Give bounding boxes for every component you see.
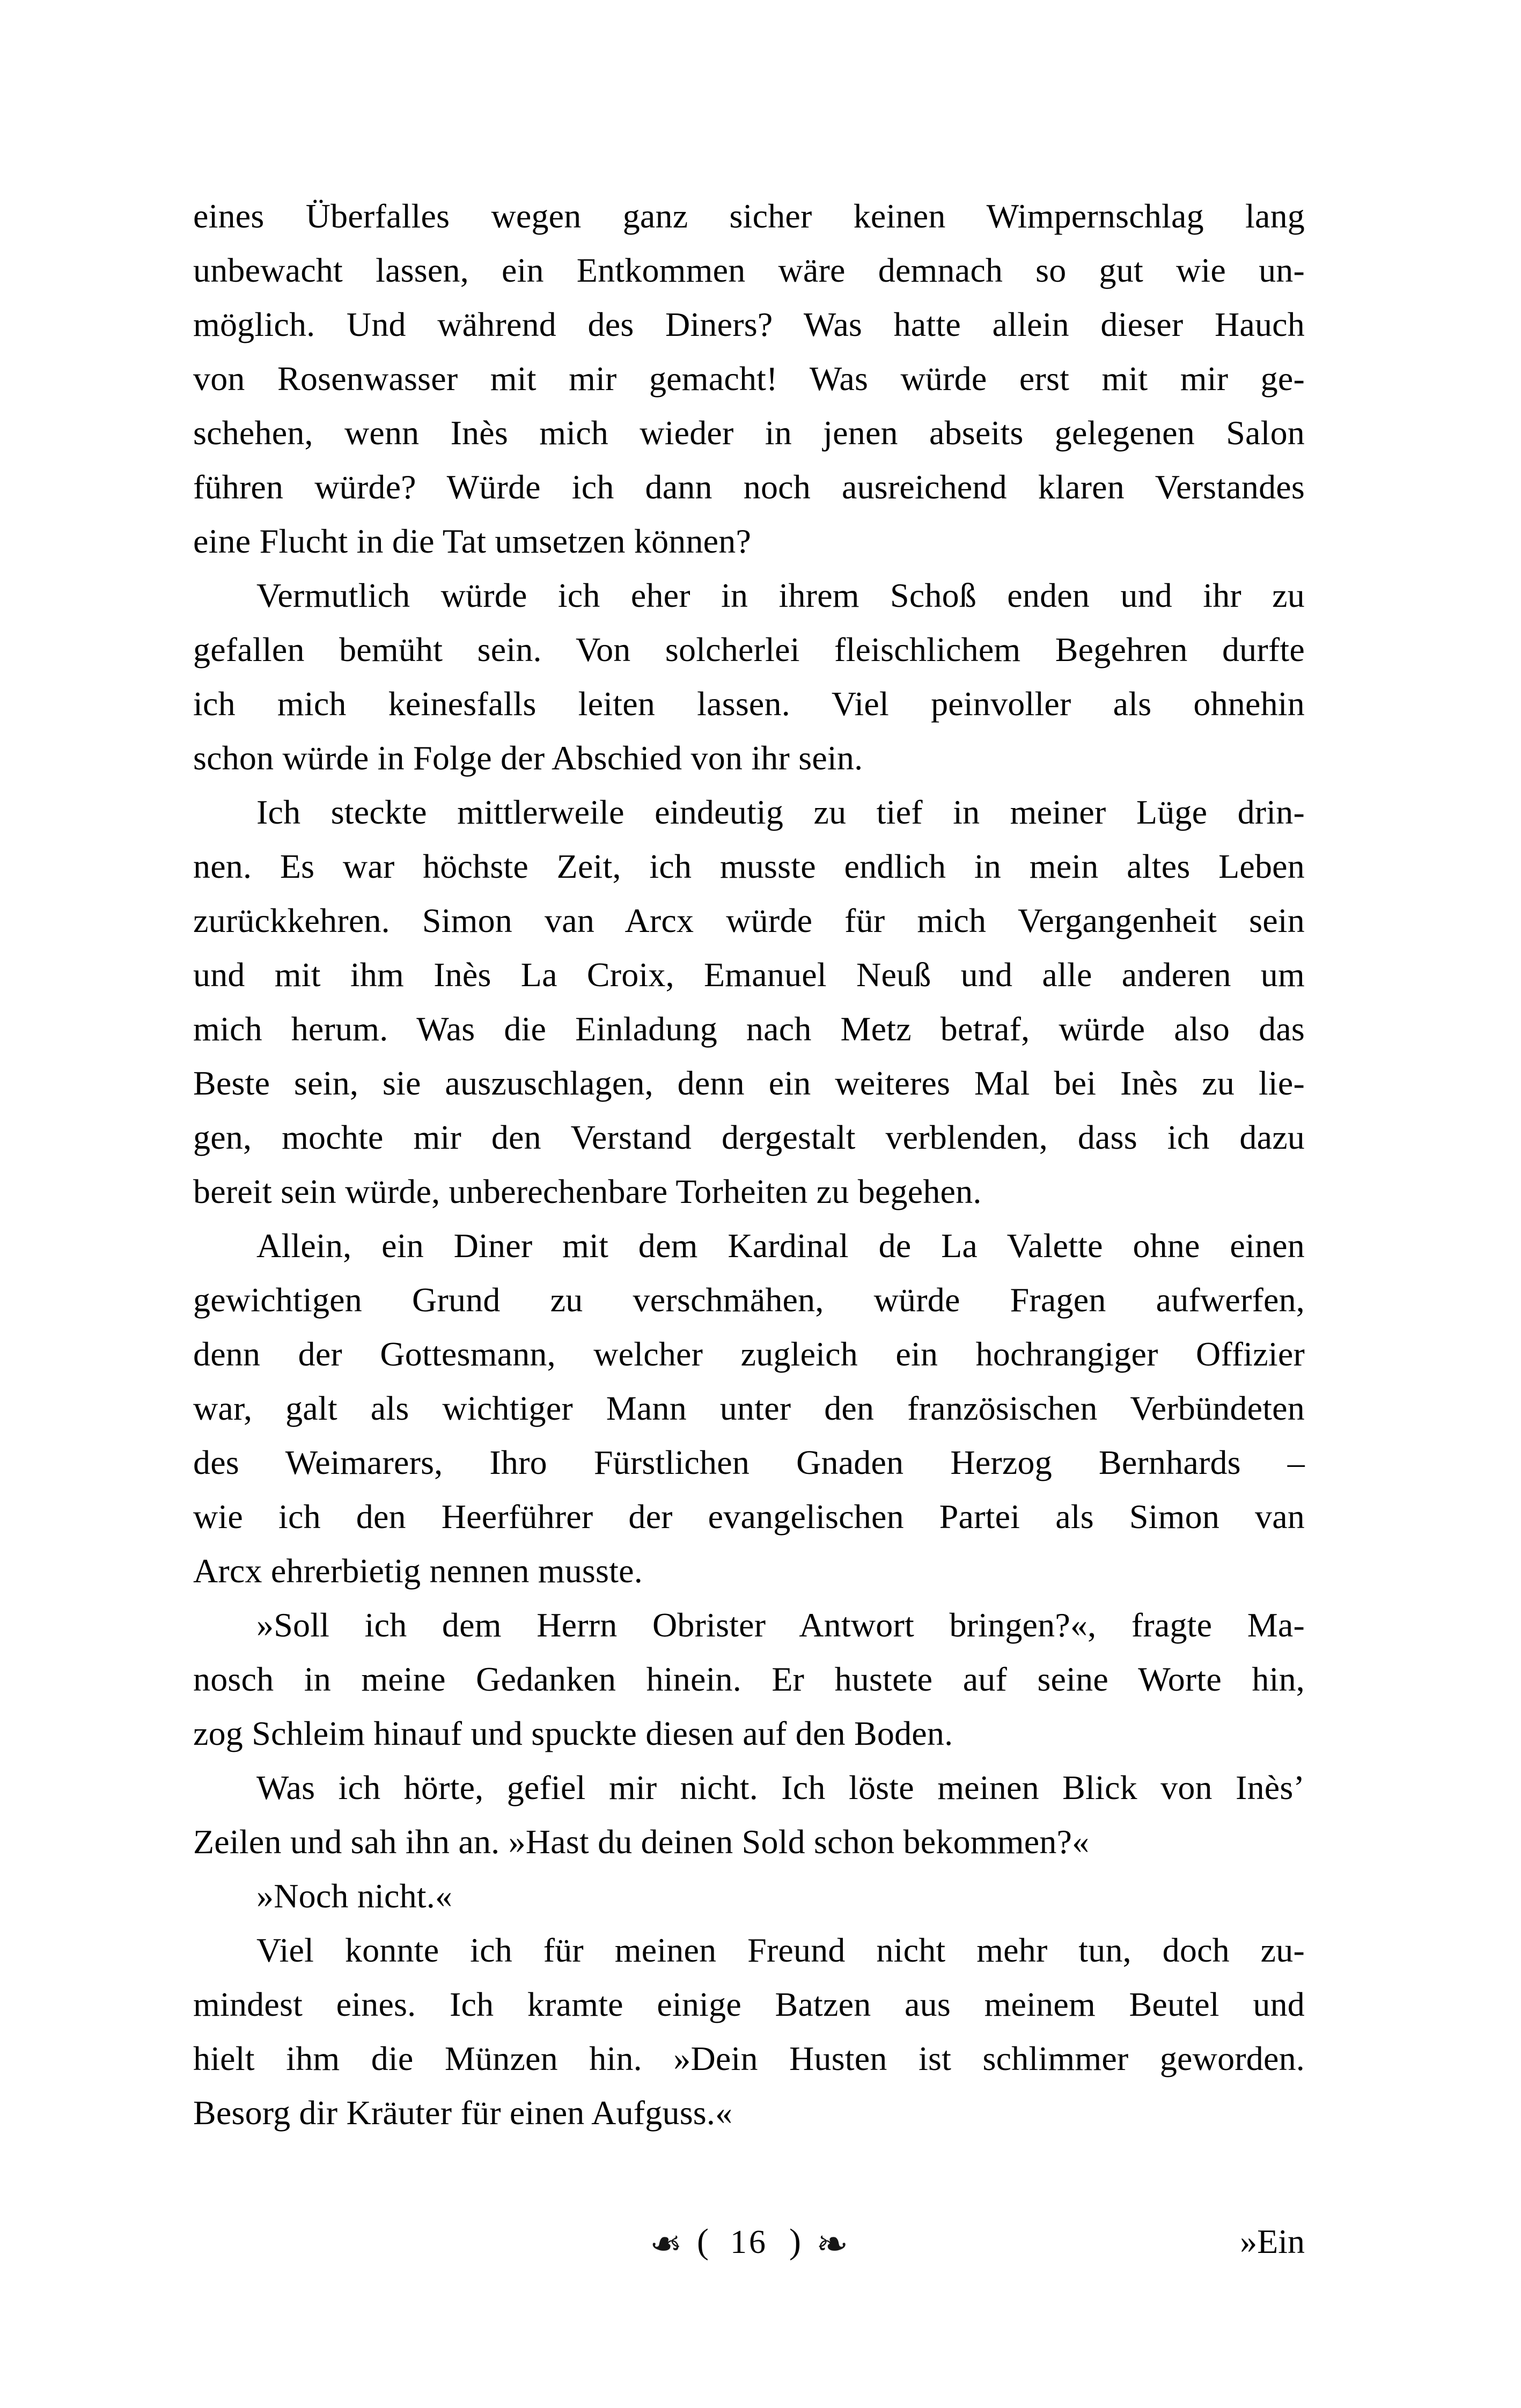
- text-line: mindest eines. Ich kramte einige Batzen aus meinem Beutel und: [193, 1985, 1305, 2023]
- text-line: schon würde in Folge der Abschied von ihr sein.: [193, 739, 863, 777]
- text-line: gewichtigen Grund zu verschmähen, würde Fragen aufwerfen,: [193, 1281, 1305, 1319]
- text-line: bereit sein würde, unberechenbare Torheiten zu begehen.: [193, 1172, 982, 1210]
- text-line: Beste sein, sie auszuschlagen, denn ein weiteres Mal bei Inès zu lie-: [193, 1064, 1305, 1102]
- text-line: hielt ihm die Münzen hin. »Dein Husten ist schlimmer geworden.: [193, 2039, 1305, 2077]
- text-line: gefallen bemüht sein. Von solcherlei fleischlichem Begehren durfte: [193, 630, 1305, 669]
- catchword: »Ein: [1240, 2222, 1305, 2260]
- text-line: eines Überfalles wegen ganz sicher keinen Wimpernschlag lang: [193, 197, 1305, 235]
- text-line: Besorg dir Kräuter für einen Aufguss.«: [193, 2094, 733, 2132]
- fleuron-right-icon: ❧: [815, 2221, 849, 2266]
- text-line: Viel konnte ich für meinen Freund nicht mehr tun, doch zu-: [256, 1931, 1305, 1969]
- text-line: von Rosenwasser mit mir gemacht! Was würde erst mit mir ge-: [193, 359, 1305, 398]
- text-line: eine Flucht in die Tat umsetzen können?: [193, 522, 752, 560]
- text-line: denn der Gottesmann, welcher zugleich ein hochrangiger Offizier: [193, 1335, 1305, 1373]
- fleuron-left-icon: ❧: [649, 2221, 682, 2266]
- text-line: zog Schleim hinauf und spuckte diesen auf den Boden.: [193, 1714, 953, 1752]
- text-line: Was ich hörte, gefiel mir nicht. Ich löste meinen Blick von Inès’: [256, 1768, 1305, 1807]
- text-line: führen würde? Würde ich dann noch ausreichend klaren Verstandes: [193, 468, 1305, 506]
- page-footer: [193, 2209, 1305, 2274]
- text-line: war, galt als wichtiger Mann unter den französischen Verbündeten: [193, 1389, 1305, 1427]
- page-number: 16: [730, 2224, 768, 2260]
- text-line: Ich steckte mittlerweile eindeutig zu tief in meiner Lüge drin-: [256, 793, 1305, 831]
- body-text: [193, 189, 1305, 2140]
- text-line: unbewacht lassen, ein Entkommen wäre demnach so gut wie un-: [193, 251, 1305, 289]
- text-line: des Weimarers, Ihro Fürstlichen Gnaden Herzog Bernhards –: [193, 1443, 1305, 1481]
- text-line: Allein, ein Diner mit dem Kardinal de La Valette ohne einen: [256, 1227, 1305, 1265]
- text-line: wie ich den Heerführer der evangelischen Partei als Simon van: [193, 1497, 1305, 1536]
- folio: [193, 2209, 1305, 2276]
- text-line: zurückkehren. Simon van Arcx würde für mich Vergangenheit sein: [193, 901, 1305, 939]
- text-line: »Noch nicht.«: [256, 1877, 453, 1915]
- text-line: und mit ihm Inès La Croix, Emanuel Neuß und alle anderen um: [193, 956, 1305, 994]
- text-line: gen, mochte mir den Verstand dergestalt verblenden, dass ich dazu: [193, 1118, 1305, 1156]
- text-line: Vermutlich würde ich eher in ihrem Schoß enden und ihr zu: [256, 576, 1305, 614]
- text-line: nosch in meine Gedanken hinein. Er hustete auf seine Worte hin,: [193, 1660, 1305, 1698]
- text-line: nen. Es war höchste Zeit, ich musste endlich in mein altes Leben: [193, 847, 1305, 885]
- text-line: Arcx ehrerbietig nennen musste.: [193, 1552, 643, 1590]
- text-line: möglich. Und während des Diners? Was hatte allein dieser Hauch: [193, 305, 1305, 343]
- text-line: schehen, wenn Inès mich wieder in jenen abseits gelegenen Salon: [193, 414, 1305, 452]
- text-line: ich mich keinesfalls leiten lassen. Viel peinvoller als ohnehin: [193, 685, 1305, 723]
- folio-close-paren: ): [789, 2222, 801, 2261]
- text-line: Zeilen und sah ihn an. »Hast du deinen Sold schon bekommen?«: [193, 1823, 1090, 1861]
- text-line: »Soll ich dem Herrn Obrister Antwort bringen?«, fragte Ma-: [256, 1606, 1305, 1644]
- text-line: mich herum. Was die Einladung nach Metz betraf, würde also das: [193, 1010, 1305, 1048]
- folio-open-paren: (: [697, 2222, 709, 2261]
